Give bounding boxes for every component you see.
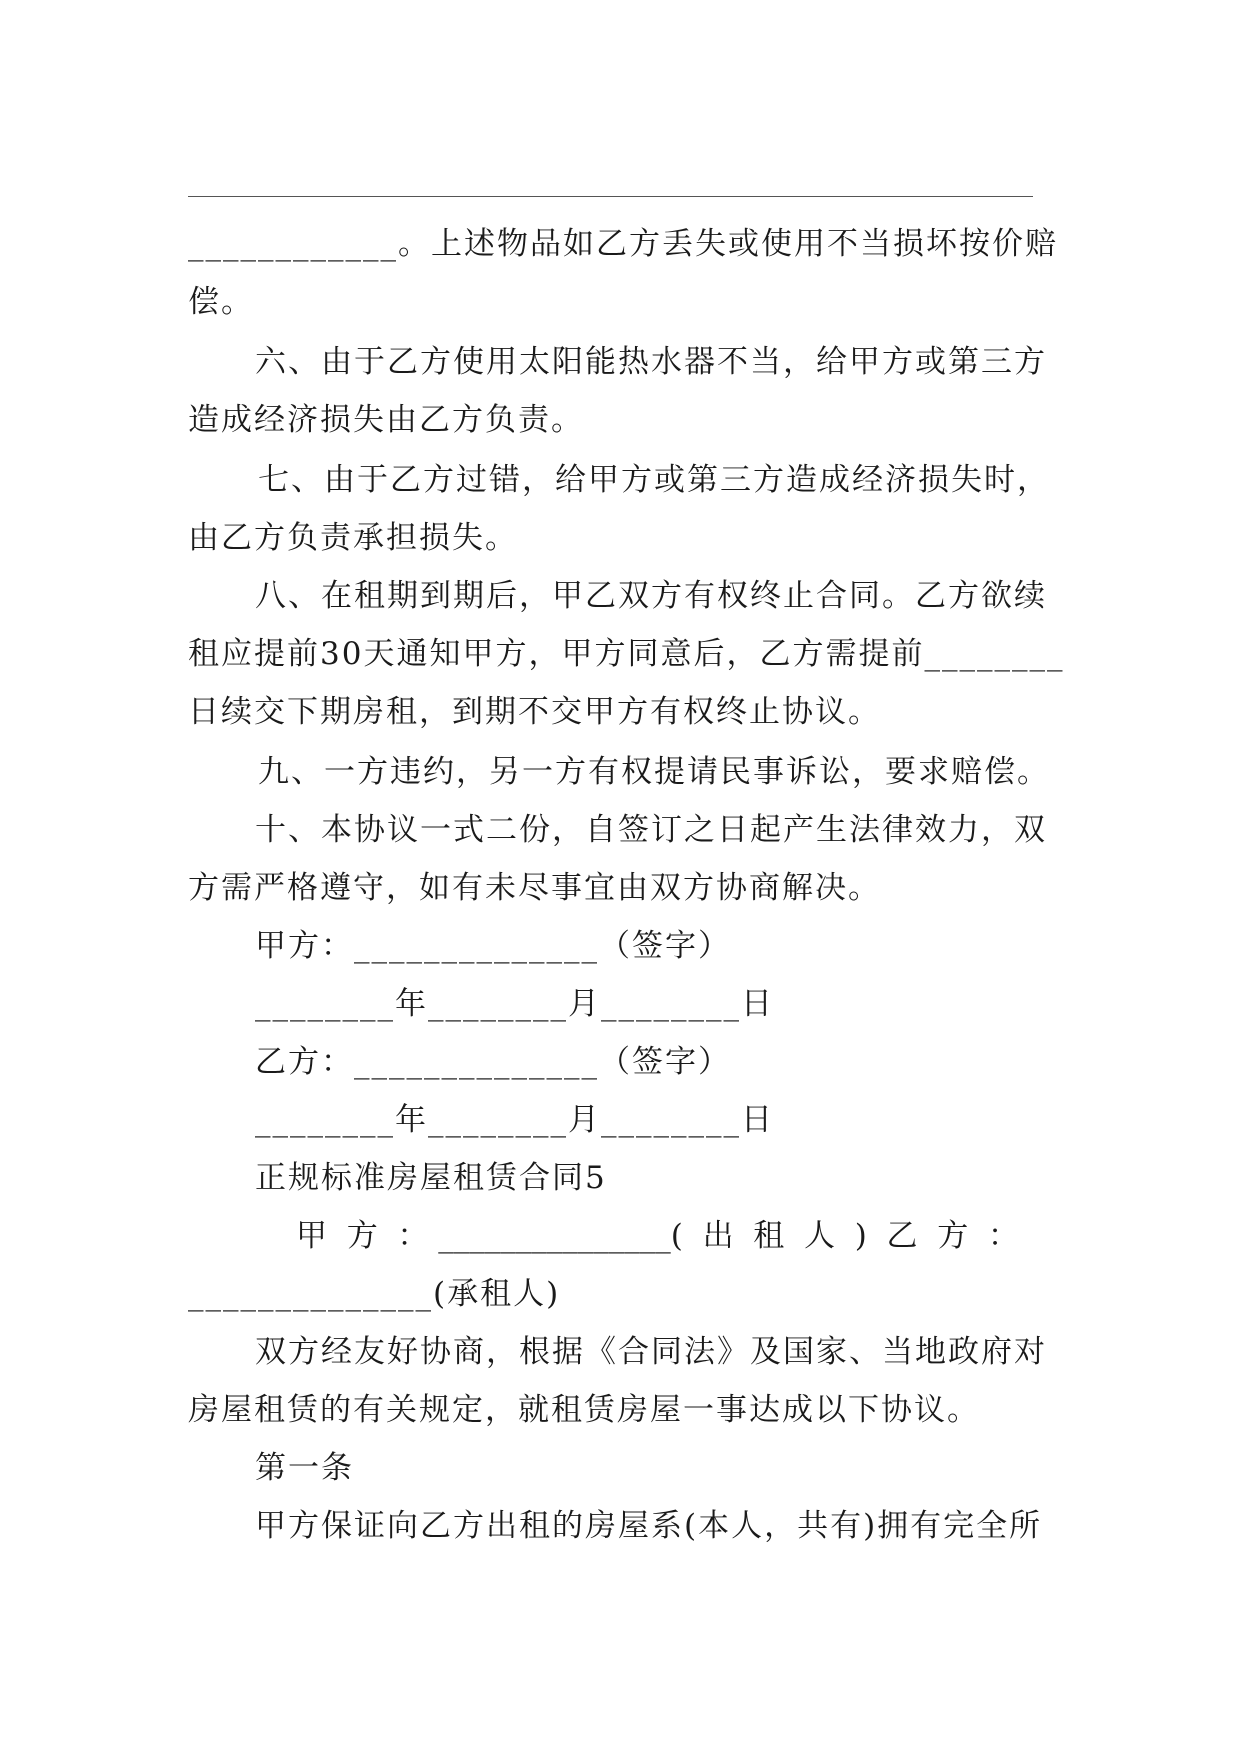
clause-seven: 七、由于乙方过错，给甲方或第三方造成经济损失时，: [258, 462, 1050, 498]
clause-seven-cont: 由乙方负责承担损失。: [188, 520, 518, 556]
preamble: 双方经友好协商，根据《合同法》及国家、当地政府对: [255, 1334, 1047, 1370]
clause-text: ____________。上述物品如乙方丢失或使用不当损坏按价赔: [188, 226, 1058, 262]
parties-line: 甲 方 ： _______________( 出 租 人 ) 乙 方 ：: [296, 1218, 1019, 1254]
blank-fill-line: [188, 196, 1033, 197]
party-b-date: ________年________月________日: [255, 1102, 774, 1138]
party-a-signature: 甲方：______________（签字）: [255, 928, 731, 964]
party-b-signature: 乙方：______________（签字）: [255, 1044, 731, 1080]
article-text: 甲方保证向乙方出租的房屋系(本人，共有)拥有完全所: [255, 1508, 1043, 1544]
clause-nine: 九、一方违约，另一方有权提请民事诉讼，要求赔偿。: [258, 754, 1050, 790]
clause-ten: 十、本协议一式二份，自签订之日起产生法律效力，双: [255, 812, 1047, 848]
clause-eight-cont: 日续交下期房租，到期不交甲方有权终止协议。: [188, 694, 881, 730]
clause-six-cont: 造成经济损失由乙方负责。: [188, 402, 584, 438]
clause-ten-cont: 方需严格遵守，如有未尽事宜由双方协商解决。: [188, 870, 881, 906]
section-title: 正规标准房屋租赁合同5: [255, 1160, 607, 1196]
clause-eight-cont: 租应提前30天通知甲方，甲方同意后，乙方需提前________: [188, 636, 1065, 672]
party-a-date: ________年________月________日: [255, 986, 774, 1022]
clause-eight: 八、在租期到期后，甲乙双方有权终止合同。乙方欲续: [255, 578, 1047, 614]
clause-six: 六、由于乙方使用太阳能热水器不当，给甲方或第三方: [255, 344, 1047, 380]
parties-line-cont: ______________(承租人): [188, 1276, 561, 1312]
preamble-cont: 房屋租赁的有关规定，就租赁房屋一事达成以下协议。: [188, 1392, 980, 1428]
clause-text: 偿。: [188, 284, 254, 320]
article-heading: 第一条: [255, 1450, 354, 1486]
